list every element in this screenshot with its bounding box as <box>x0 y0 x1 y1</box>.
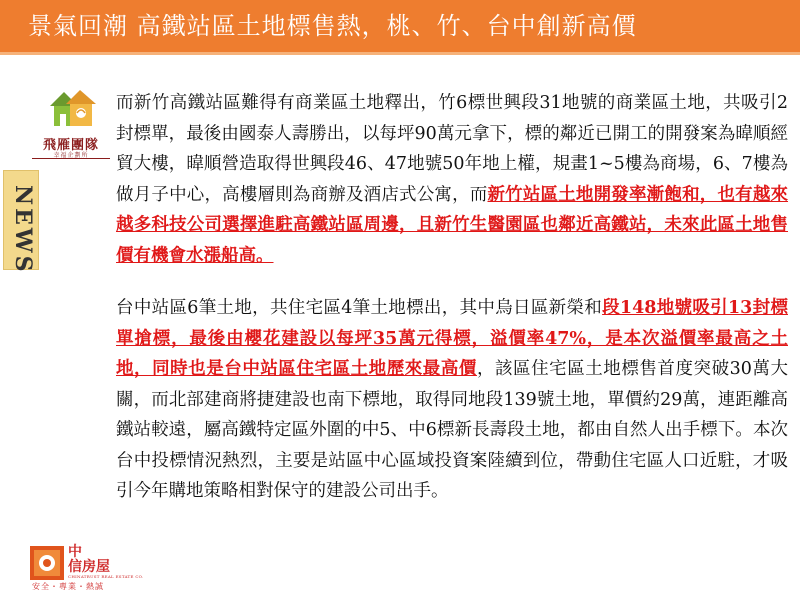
paragraph-hsinchu-highlight: 新竹站區土地開發率漸飽和，也有越來越多科技公司選擇進駐高鐵站區周邊，且新竹生醫園區也鄰近高鐵站，未來此區土地售價有機會水漲船高。 <box>116 184 789 266</box>
title-divider <box>0 52 800 55</box>
chinatrust-name-line1: 中 <box>68 544 82 560</box>
slide-title: 景氣回潮 高鐵站區土地標售熱，桃、竹、台中創新高價 <box>0 0 800 52</box>
paragraph-taichung-text-after: ，該區住宅區土地標售首度突破30萬大關，而北部建商將捷建設也南下標地，取得同地段139號土地，單價約29萬，連距離高鐵站較遠，屬高鐵特定區外圍的中5、中6標新長壽段土地，都由自然人出手標下。本次台中投標情況熱烈，主要是站區中心區域投資案陸續到位，帶動住宅區人口近駐，才吸引今年購地策略相對保守的建設公司出手。 <box>116 359 788 501</box>
news-label: NEWS <box>10 185 36 275</box>
chinatrust-name <box>68 545 110 575</box>
feiyan-team-name: 飛雁團隊 <box>42 138 99 153</box>
chinatrust-name-line2: 信房屋 <box>68 559 110 575</box>
chinatrust-slogan: 安全・專業・熱誠 <box>32 582 104 591</box>
article-body <box>116 88 788 507</box>
paragraph-taichung <box>116 293 788 507</box>
feiyan-team-subtitle: 幸福企劃所 <box>53 152 89 159</box>
chinatrust-logo-icon <box>30 546 64 580</box>
paragraph-taichung-highlight: 段148地號吸引13封標單搶標，最後由櫻花建設以每坪35萬元得標，溢價率47%，是本次溢價率最高之土地，同時也是台中站區住宅區土地歷來最高價 <box>116 298 788 379</box>
paragraph-hsinchu <box>116 88 788 271</box>
feiyan-team-logo <box>46 86 102 132</box>
news-tab <box>3 170 39 275</box>
paragraph-taichung-text-before: 台中站區6筆土地，共住宅區4筆土地標出，其中烏日區新榮和 <box>116 298 603 318</box>
chinatrust-english-name: CHINATRUST REAL ESTATE CO. <box>68 574 144 579</box>
paragraph-hsinchu-text: 而新竹高鐵站區難得有商業區土地釋出，竹6標世興段31地號的商業區土地，共吸引2封標單，最後由國泰人壽勝出，以每坪90萬元拿下，標的鄰近已開工的開發案為暐順經貿大樓，暐順營造取得世興段46、47地號50年地上權，規畫1~5樓為商場，6、7樓為做月子中心，高樓層則為商辦及酒店式公寓，而 <box>116 93 788 205</box>
